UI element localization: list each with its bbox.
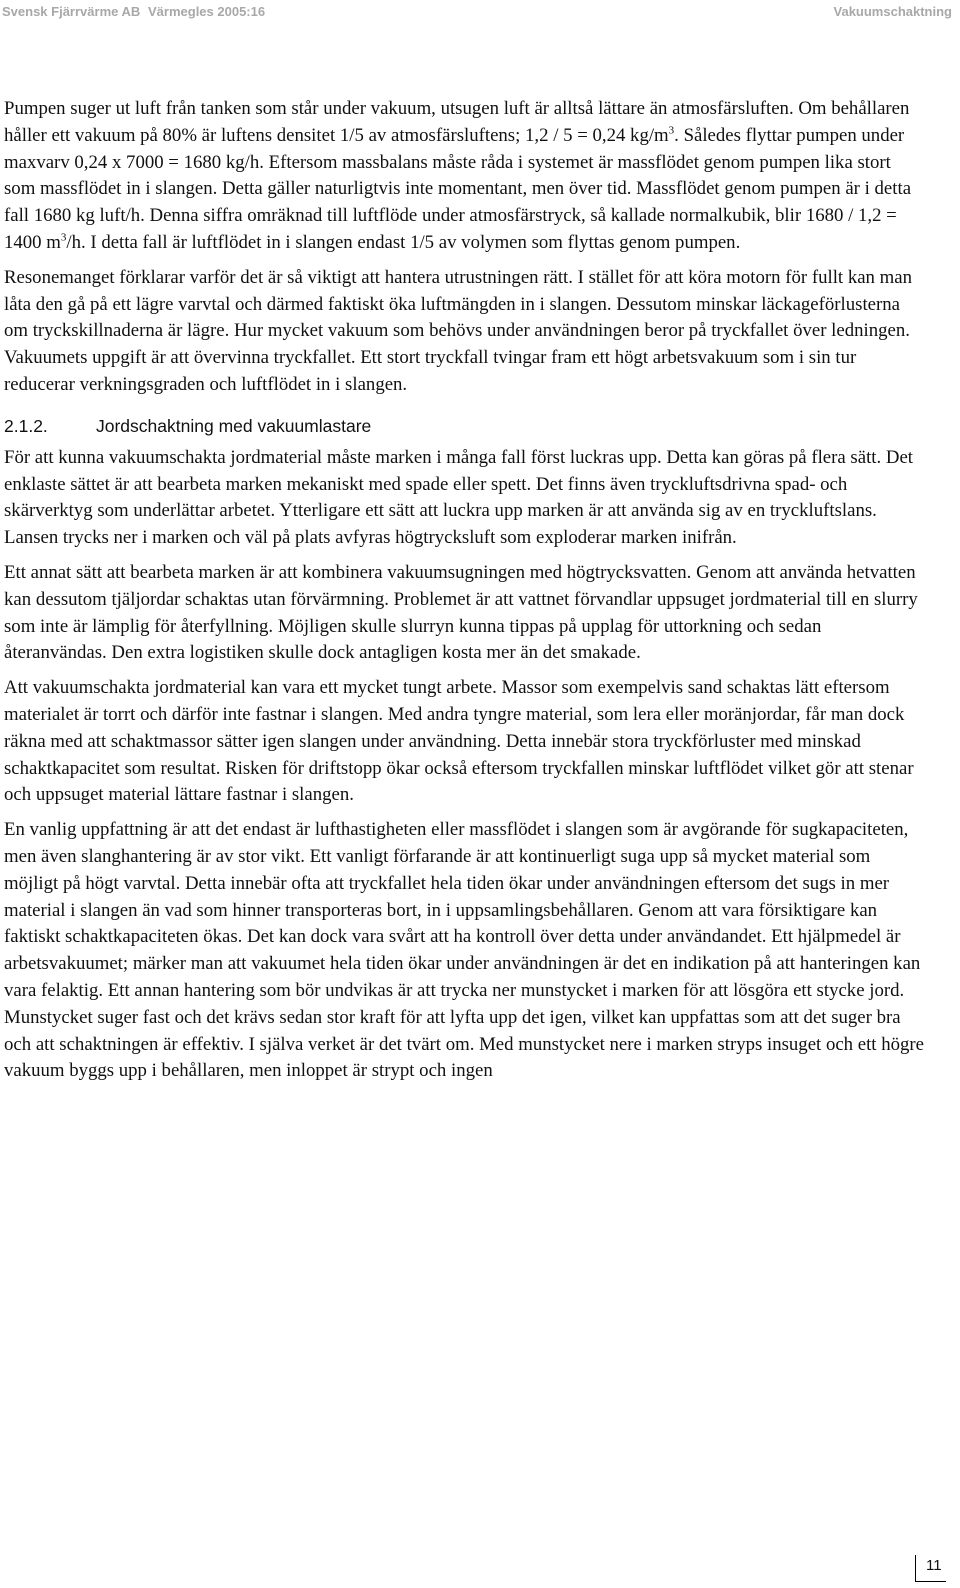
paragraph-5: Att vakuumschakta jordmaterial kan vara ett mycket tungt arbete. Massor som exempelvis sand schaktas lätt eftersom materialet är torrt och därför inte fastnar i slangen. Med andra tyngre material, som lera eller moränjordar, får man dock räkna med att schaktmassor sätter igen slangen under användning. Detta innebär stora tryckförluster med minskad schaktkapacitet som resultat. Risken för driftstopp ökar också eftersom tryckfallen minskar luftflödet vilket gör att stenar och uppsuget material lättare fastnar i slangen. <box>4 677 914 806</box>
superscript-cubic-2: 3 <box>60 231 67 244</box>
paragraph-4: Ett annat sätt att bearbeta marken är att kombinera vakuumsugningen med högtrycksvatten. Genom att använda hetvatten kan dessutom tjäljordar schaktas utan förvärmning. Problemet är att vattnet förvandlar uppsuget jordmaterial till en slurry som inte är lämplig för återfyllning. Möjligen skulle slurryn kunna tippas på upplag för uttorkning och sedan återanvändas. Den extra logistiken skulle dock antagligen kosta mer än det smakade. <box>4 561 918 664</box>
header-company: Svensk Fjärrvärme AB <box>2 4 141 19</box>
superscript-cubic: 3 <box>668 124 675 137</box>
document-body <box>4 96 924 1093</box>
paragraph-1 <box>4 96 924 257</box>
paragraph-6: En vanlig uppfattning är att det endast är lufthastigheten eller massflödet i slangen som är avgörande för sugkapaciteten, men även slanghantering är av stor vikt. Ett vanligt förfarande är att kontinuerligt suga upp så mycket material som möjligt på högt varvtal. Detta innebär ofta att tryckfallet hela tiden ökar under användningen eftersom det sugs in mer material i slangen än vad som hinner transporteras bort, in i uppsamlingsbehållaren. Genom att vara försiktigare kan faktiskt schaktkapaciteten ökas. Det kan dock vara svårt att ha kontroll över detta under användandet. Ett hjälpmedel är arbetsvakuumet; märker man att vakuumet hela tiden ökar under användningen är det en indikation på att hanteringen kan vara felaktig. Ett annan hantering som bör undvikas är att trycka ner munstycket i marken för att lösgöra ett stycke jord. Munstycket suger fast och det krävs sedan stor kraft för att lyfta upp det igen, vilket kan uppfattas som att det suger bra och att schaktningen är effektiv. I själva verket är det tvärt om. Med munstycket nere i marken stryps insuget och ett högre vakuum byggs upp i behållaren, men inloppet är strypt och ingen <box>4 819 924 1082</box>
paragraph-3: För att kunna vakuumschakta jordmaterial måste marken i många fall först luckras upp. Detta kan göras på flera sätt. Det enklaste sättet är att bearbeta marken mekaniskt med spade eller spett. Det finns även tryckluftsdrivna spad- och skärverktyg som underlättar arbetet. Ytterligare ett sätt att luckra upp marken är att använda sig av en tryckluftslans. Lansen trycks ner i marken och väl på plats avfyras högtrycksluft som exploderar marken inifrån. <box>4 446 914 549</box>
section-heading-title: Jordschaktning med vakuumlastare <box>96 415 372 436</box>
section-heading <box>4 413 924 439</box>
header-topic: Vakuumschaktning <box>833 4 952 19</box>
paragraph-1-part-b: . Således flyttar pumpen under maxvarv 0,24 x 7000 = 1680 kg/h. Eftersom massbalans måste råda i systemet är massflödet genom pumpen lika stort som massflödet in i slangen. Detta gäller naturligtvis inte momentant, men över tid. Massflödet genom pumpen är i detta fall 1680 kg luft/h. Denna siffra omräknad till luftflöde under atmosfärstryck, så kallade normalkubik, blir 1680 / 1,2 = 1400 m <box>4 124 912 253</box>
page-header <box>0 2 952 24</box>
header-document-id: Värmegles 2005:16 <box>148 4 266 19</box>
paragraph-1-part-c: /h. I detta fall är luftflödet in i slangen endast 1/5 av volymen som flyttas genom pumpen. <box>66 231 741 253</box>
section-heading-number: 2.1.2. <box>4 415 48 436</box>
paragraph-1-part-a: Pumpen suger ut luft från tanken som står under vakuum, utsugen luft är alltså lättare än atmosfärsluften. Om behållaren håller ett vakuum på 80% är luftens densitet 1/5 av atmosfärsluftens; 1,2 / 5 = 0,24 kg/m <box>4 98 910 146</box>
paragraph-2: Resonemanget förklarar varför det är så viktigt att hantera utrustningen rätt. I stället för att köra motorn för fullt kan man låta den gå på ett lägre varvtal och därmed faktiskt öka luftmängden in i slangen. Dessutom minskar läckageförlusterna om tryckskillnaderna är lägre. Hur mycket vakuum som behövs under användningen beror på tryckfallet över ledningen. Vakuumets uppgift är att övervinna tryckfallet. Ett stort tryckfall tvingar fram ett högt arbetsvakuum som i sin tur reducerar verkningsgraden och luftflödet in i slangen. <box>4 266 912 395</box>
page-number: 11 <box>926 1557 942 1574</box>
